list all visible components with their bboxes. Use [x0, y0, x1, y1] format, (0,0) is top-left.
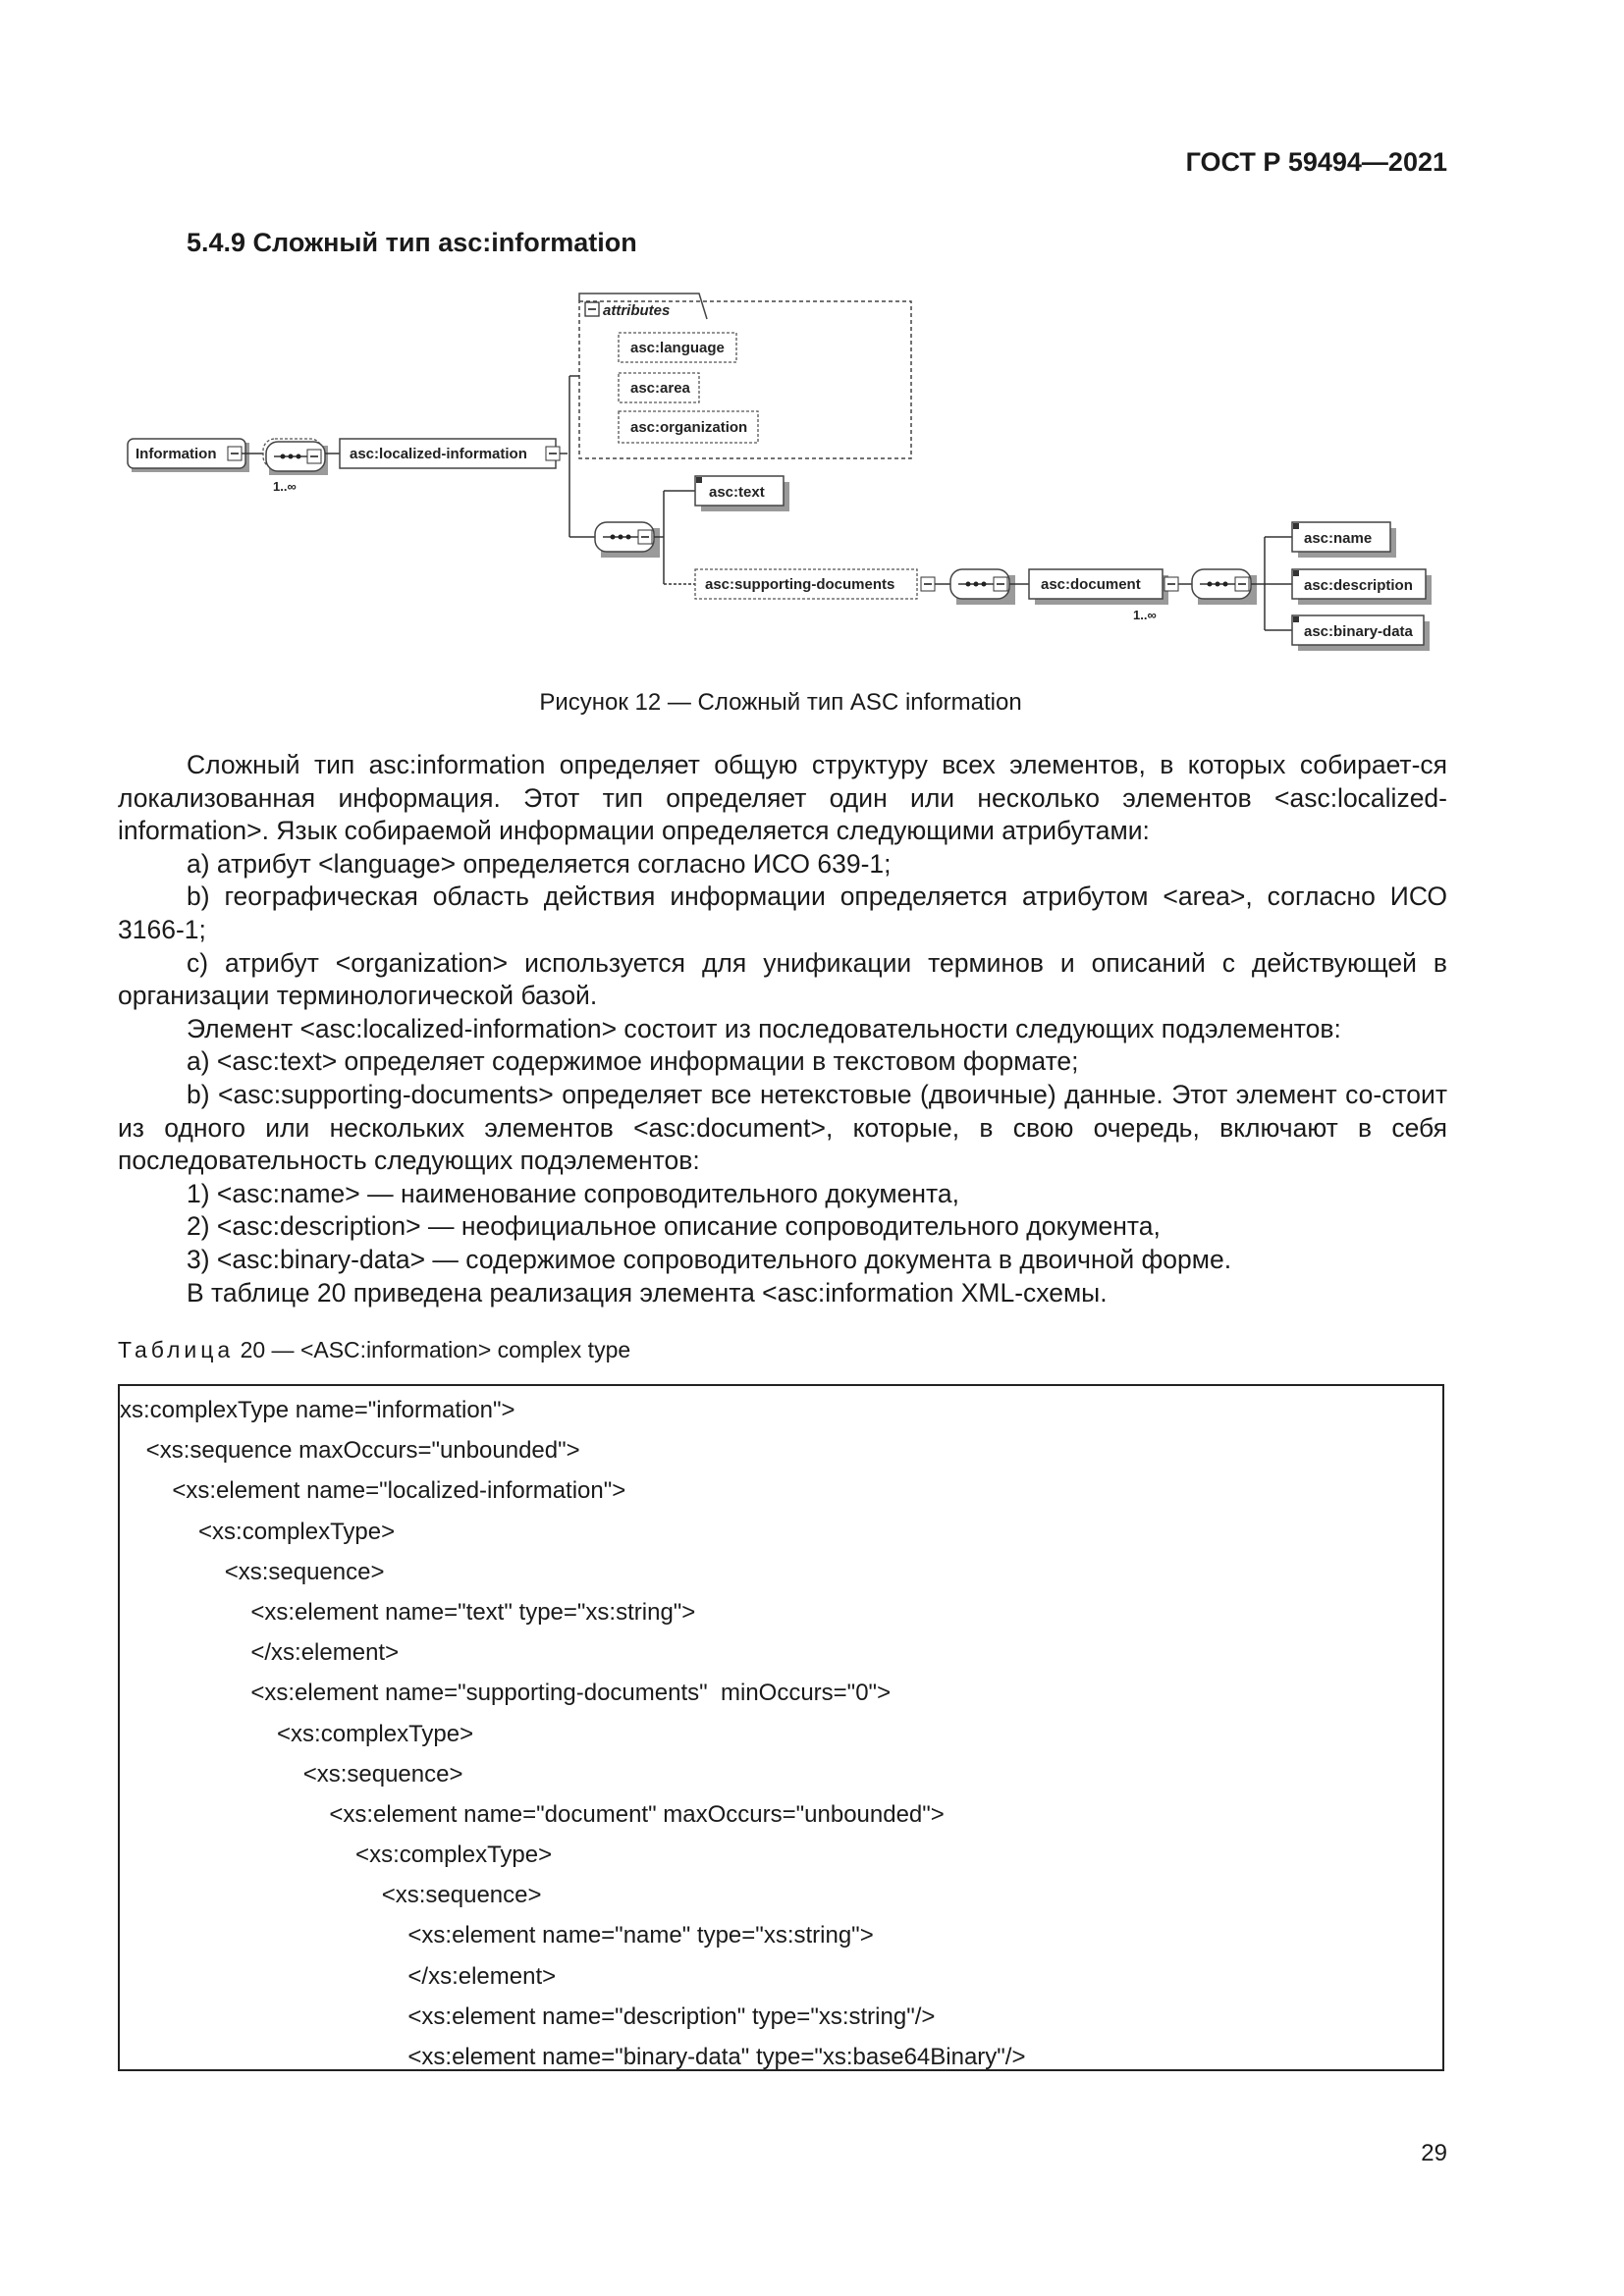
- paragraph: b) географическая область действия информации определяется атрибутом <area>, согласно ИСО 3166-1;: [118, 881, 1447, 944]
- code-line: <xs:complexType>: [120, 1720, 474, 1747]
- paragraph: 2) <asc:description> — неофициальное описание сопроводительного документа,: [187, 1211, 1161, 1242]
- node-supporting-documents: asc:supporting-documents: [705, 576, 895, 593]
- node-name: asc:name: [1304, 530, 1373, 547]
- attr-language: asc:language: [630, 340, 725, 356]
- code-line: <xs:element name="description" type="xs:string"/>: [120, 2002, 936, 2030]
- paragraph: Элемент <asc:localized-information> состоит из последовательности следующих подэлементов:: [187, 1013, 1341, 1043]
- code-line: <xs:element name="supporting-documents" minOccurs="0">: [120, 1680, 892, 1707]
- code-line: <xs:complexType>: [120, 1518, 396, 1545]
- page-number: 29: [1421, 2140, 1447, 2166]
- attributes-title: attributes: [603, 302, 671, 319]
- node-text: asc:text: [709, 484, 765, 501]
- code-line: <xs:sequence maxOccurs="unbounded">: [120, 1437, 580, 1465]
- node-description: asc:description: [1304, 577, 1413, 594]
- node-information: Information: [135, 446, 217, 462]
- code-line: <xs:element name="binary-data" type="xs:base64Binary"/>: [120, 2044, 1026, 2070]
- code-line: xs:complexType name="information">: [120, 1397, 515, 1423]
- paragraph: 1) <asc:name> — наименование сопроводительного документа,: [187, 1178, 959, 1208]
- paragraph: Сложный тип asc:information определяет общую структуру всех элементов, в которых собирает-ся локализованная информация. Этот тип определяет один или несколько элементов <asc:localized-information>. Язык собираемой информации определяется следующими атрибутами:: [118, 750, 1447, 846]
- section-heading: 5.4.9 Сложный тип asc:information: [187, 228, 637, 257]
- code-line: <xs:element name="localized-information">: [120, 1477, 626, 1505]
- node-binary-data: asc:binary-data: [1304, 623, 1413, 640]
- paragraph: a) <asc:text> определяет содержимое информации в текстовом формате;: [187, 1046, 1079, 1077]
- table-caption: 20 — <ASC:information> complex type: [234, 1337, 631, 1362]
- attr-area: asc:area: [630, 380, 690, 397]
- document-cardinality: 1..∞: [1133, 608, 1157, 622]
- root-cardinality: 1..∞: [273, 479, 297, 494]
- code-line: <xs:sequence>: [120, 1760, 463, 1788]
- paragraph: b) <asc:supporting-documents> определяет все нетекстовые (двоичные) данные. Этот элемент со-стоит из одного или нескольких элементов <asc:document>, которые, в свою очередь, включают в себя последовательность следующих подэлементов:: [118, 1079, 1447, 1176]
- paragraph: В таблице 20 приведена реализация элемента <asc:information XML-схемы.: [187, 1277, 1108, 1308]
- figure-caption: Рисунок 12 — Сложный тип ASC information: [539, 689, 1022, 716]
- node-document: asc:document: [1041, 576, 1141, 593]
- paragraph: 3) <asc:binary-data> — содержимое сопроводительного документа в двоичной форме.: [187, 1244, 1232, 1274]
- code-line: <xs:sequence>: [120, 1882, 542, 1909]
- table-label: Таблица: [118, 1337, 235, 1362]
- code-line: <xs:element name="document" maxOccurs="unbounded">: [120, 1800, 945, 1828]
- body-text: [118, 749, 1447, 1309]
- code-line: </xs:element>: [120, 1962, 557, 1990]
- attr-organization: asc:organization: [630, 419, 748, 436]
- code-line: </xs:element>: [120, 1639, 400, 1667]
- table-title: [118, 1337, 630, 1363]
- code-line: <xs:element name="text" type="xs:string">: [120, 1598, 696, 1626]
- standard-number: ГОСТ Р 59494—2021: [1185, 147, 1447, 177]
- paragraph: а) атрибут <language> определяется согласно ИСО 639-1;: [187, 848, 892, 879]
- code-line: <xs:complexType>: [120, 1842, 553, 1869]
- paragraph: c) атрибут <organization> используется для унификации терминов и описаний с действующей в организации терминологической базой.: [118, 947, 1447, 1011]
- schema-diagram: [126, 290, 1441, 663]
- code-line: <xs:element name="name" type="xs:string">: [120, 1922, 874, 1949]
- node-localized-information: asc:localized-information: [350, 446, 527, 462]
- code-table: [118, 1384, 1444, 2071]
- code-line: <xs:sequence>: [120, 1558, 385, 1585]
